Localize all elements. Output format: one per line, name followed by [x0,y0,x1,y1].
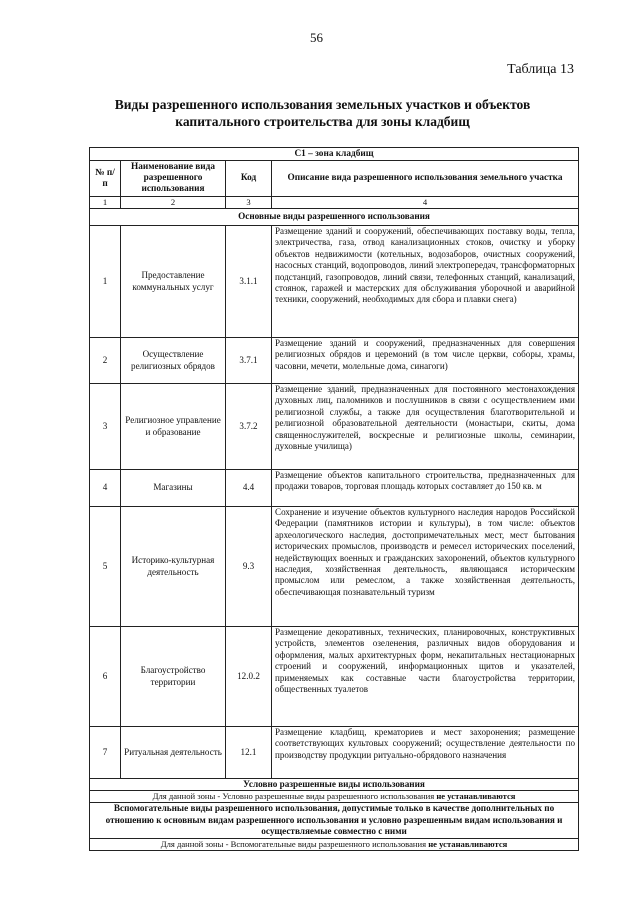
table-row [90,470,579,507]
row-code: 12.0.2 [226,627,272,727]
conditional-note-text: Для данной зоны - Условно разрешенные виды разрешенного использования [152,791,437,802]
row-num: 1 [90,226,121,338]
row-code: 3.1.1 [226,226,272,338]
page-number: 56 [310,30,323,45]
row-name: Благоустройство территории [121,627,226,727]
col-number: 1 [90,197,121,209]
row-code: 3.7.2 [226,384,272,470]
col-number: 4 [272,197,579,209]
row-name: Религиозное управление и образование [121,384,226,470]
row-num: 4 [90,470,121,507]
row-desc: Размещение зданий и сооружений, обеспечивающих поставку воды, тепла, электричества, газа, отвод канализационных стоков, очистку и уборку объектов недвижимости (котельных, водозаборов, очистных сооружений, насосных станций, водопроводов, линий электропередач, трансформаторных подстанций, газопроводов, линий связи, телефонных станций, канализаций, стоянок, гаражей и мастерских для обслуживания уборочной и аварийной техники, сооружений, необходимых для сбора и плавки снега) [272,226,579,338]
row-num: 2 [90,338,121,384]
table-row [90,627,579,727]
table-row [90,338,579,384]
row-num: 5 [90,507,121,627]
auxiliary-note [90,838,579,850]
row-desc: Размещение декоративных, технических, планировочных, конструктивных устройств, элементов озеленения, различных видов оборудования и оформления, малых архитектурных форм, некапитальных нестационарных строений и сооружений, информационных щитов и указателей, применяемых как составные части благоустройства территории, общественных туалетов [272,627,579,727]
table-row [90,226,579,338]
row-name: Осуществление религиозных обрядов [121,338,226,384]
conditional-note-bold: не устанавливаются [436,791,516,802]
col-number: 3 [226,197,272,209]
conditional-note [90,791,579,803]
row-desc: Размещение объектов капитального строительства, предназначенных для продажи товаров, торговая площадь которых составляет до 150 кв. м [272,470,579,507]
auxiliary-note-bold: не устанавливаются [428,838,508,849]
conditional-section-header: Условно разрешенные виды использования [90,779,579,791]
row-code: 4.4 [226,470,272,507]
main-section-header: Основные виды разрешенного использования [90,209,579,226]
title-line-1: Виды разрешенного использования земельных участков и объектов [114,97,531,112]
table-row [90,507,579,627]
auxiliary-note-text: Для данной зоны - Вспомогательные виды разрешенного использования [160,838,429,849]
land-use-table [89,147,579,851]
document-title [80,96,565,130]
row-num: 7 [90,727,121,779]
table-row [90,727,579,779]
row-desc: Сохранение и изучение объектов культурного наследия народов Российской Федерации (памятников истории и культуры), в том числе: объектов археологического наследия, достопримечательных мест, мест бытования исторических промыслов, производств и ремесел исторических поселений, недействующих военных и гражданских захоронений, объектов культурного наследия, хозяйственная деятельность, являющаяся историческим промыслом или ремеслом, а также хозяйственная деятельность, обеспечивающая познавательный туризм [272,507,579,627]
col-header-code: Код [226,161,272,197]
table-label: Таблица 13 [507,62,574,77]
col-header-num: № п/п [90,161,121,197]
row-desc: Размещение зданий и сооружений, предназначенных для совершения религиозных обрядов и церемоний (в том числе церкви, соборы, храмы, часовни, мечети, молельные дома, синагоги) [272,338,579,384]
row-desc: Размещение зданий, предназначенных для постоянного местонахождения духовных лиц, паломников и послушников в связи с осуществлением ими религиозной службы, а также для осуществления благотворительной и религиозной образовательной деятельности (монастыри, скиты, дома священнослужителей, воскресные и религиозные школы, семинарии, духовные училища) [272,384,579,470]
col-number: 2 [121,197,226,209]
col-header-name: Наименование вида разрешенного использования [121,161,226,197]
row-name: Магазины [121,470,226,507]
row-code: 9.3 [226,507,272,627]
row-name: Предоставление коммунальных услуг [121,226,226,338]
row-code: 12.1 [226,727,272,779]
auxiliary-section-header: Вспомогательные виды разрешенного использования, допустимые только в качестве дополнительных по отношению к основным видам разрешенного использования и условно разрешенным видам использования и осуществляемые совместно с ними [90,803,579,838]
row-name: Ритуальная деятельность [121,727,226,779]
row-num: 3 [90,384,121,470]
table-row [90,384,579,470]
title-line-2: капитального строительства для зоны кладбищ [175,114,470,129]
row-name: Историко-культурная деятельность [121,507,226,627]
row-desc: Размещение кладбищ, крематориев и мест захоронения; размещение соответствующих культовых сооружений; осуществление деятельности по производству продукции ритуально-обрядового назначения [272,727,579,779]
zone-header: С1 – зона кладбищ [90,148,579,161]
row-num: 6 [90,627,121,727]
col-header-desc: Описание вида разрешенного использования земельного участка [272,161,579,197]
row-code: 3.7.1 [226,338,272,384]
